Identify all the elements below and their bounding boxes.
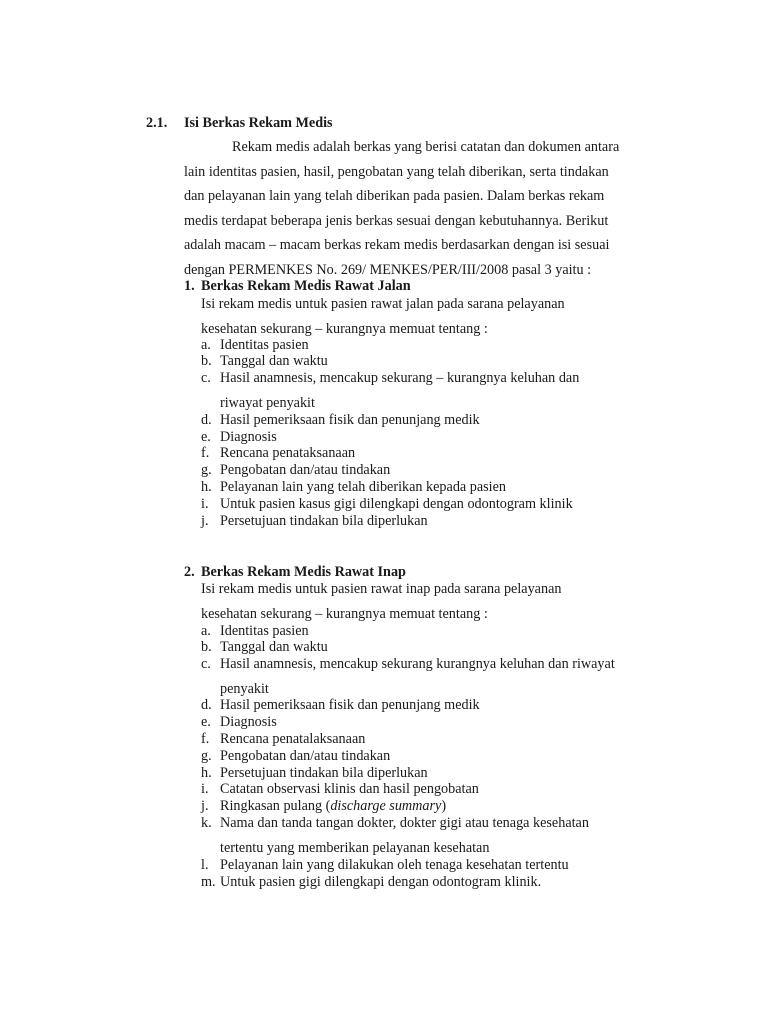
list-item-letter: g. bbox=[201, 462, 212, 478]
subsection-number: 2. bbox=[184, 564, 195, 580]
list-item: Diagnosis bbox=[220, 714, 277, 730]
list-item: Catatan observasi klinis dan hasil pengobatan bbox=[220, 781, 479, 797]
section-intro-line: dan pelayanan lain yang telah diberikan pada pasien. Dalam berkas rekam bbox=[184, 188, 605, 204]
list-item-letter: i. bbox=[201, 496, 209, 512]
list-item-continuation: tertentu yang memberikan pelayanan kesehatan bbox=[220, 840, 490, 856]
list-item-letter: e. bbox=[201, 429, 211, 445]
section-intro-line: lain identitas pasien, hasil, pengobatan yang telah diberikan, serta tindakan bbox=[184, 164, 609, 180]
list-item: Hasil anamnesis, mencakup sekurang kurangnya keluhan dan riwayat bbox=[220, 656, 615, 672]
list-item-letter: f. bbox=[201, 731, 210, 747]
list-item: Persetujuan tindakan bila diperlukan bbox=[220, 513, 428, 529]
list-item-italic-term: discharge summary bbox=[330, 798, 442, 814]
list-item-text: Ringkasan pulang ( bbox=[220, 798, 331, 814]
subsection-title-rawat-jalan: Berkas Rekam Medis Rawat Jalan bbox=[201, 278, 411, 294]
list-item: Tanggal dan waktu bbox=[220, 639, 328, 655]
list-item: Rencana penatalaksanaan bbox=[220, 731, 366, 747]
section-intro-line: dengan PERMENKES No. 269/ MENKES/PER/III/2008 pasal 3 yaitu : bbox=[184, 262, 592, 278]
subsection-intro-line: Isi rekam medis untuk pasien rawat jalan pada sarana pelayanan bbox=[201, 296, 565, 312]
list-item-letter: e. bbox=[201, 714, 211, 730]
list-item-letter: i. bbox=[201, 781, 209, 797]
list-item-letter: a. bbox=[201, 623, 211, 639]
subsection-number: 1. bbox=[184, 278, 195, 294]
list-item: Identitas pasien bbox=[220, 623, 309, 639]
list-item-letter: f. bbox=[201, 445, 210, 461]
subsection-intro-line: Isi rekam medis untuk pasien rawat inap pada sarana pelayanan bbox=[201, 581, 562, 597]
section-intro-line: Rekam medis adalah berkas yang berisi catatan dan dokumen antara bbox=[232, 139, 620, 155]
list-item: Identitas pasien bbox=[220, 337, 309, 353]
list-item-letter: h. bbox=[201, 765, 212, 781]
list-item-letter: d. bbox=[201, 412, 212, 428]
section-title: Isi Berkas Rekam Medis bbox=[184, 115, 333, 131]
list-item bbox=[220, 798, 446, 815]
section-intro-line: medis terdapat beberapa jenis berkas sesuai dengan kebutuhannya. Berikut bbox=[184, 213, 609, 229]
list-item-letter: a. bbox=[201, 337, 211, 353]
subsection-intro-line: kesehatan sekurang – kurangnya memuat tentang : bbox=[201, 321, 488, 337]
list-item-text: ) bbox=[441, 798, 447, 814]
list-item: Pengobatan dan/atau tindakan bbox=[220, 748, 391, 764]
list-item: Untuk pasien kasus gigi dilengkapi dengan odontogram klinik bbox=[220, 496, 573, 512]
list-item: Nama dan tanda tangan dokter, dokter gigi atau tenaga kesehatan bbox=[220, 815, 589, 831]
list-item-letter: j. bbox=[201, 513, 209, 529]
list-item: Untuk pasien gigi dilengkapi dengan odontogram klinik. bbox=[220, 874, 542, 890]
section-number: 2.1. bbox=[146, 115, 168, 131]
list-item: Rencana penataksanaan bbox=[220, 445, 356, 461]
list-item: Pelayanan lain yang dilakukan oleh tenaga kesehatan tertentu bbox=[220, 857, 569, 873]
list-item-letter: c. bbox=[201, 370, 211, 386]
list-item: Hasil pemeriksaan fisik dan penunjang medik bbox=[220, 697, 480, 713]
subsection-intro-line: kesehatan sekurang – kurangnya memuat tentang : bbox=[201, 606, 488, 622]
list-item: Hasil anamnesis, mencakup sekurang – kurangnya keluhan dan bbox=[220, 370, 580, 386]
list-item-letter: l. bbox=[201, 857, 209, 873]
list-item-letter: j. bbox=[201, 798, 209, 814]
section-intro-line: adalah macam – macam berkas rekam medis berdasarkan dengan isi sesuai bbox=[184, 237, 610, 253]
list-item-continuation: penyakit bbox=[220, 681, 269, 697]
list-item-letter: c. bbox=[201, 656, 211, 672]
subsection-title-rawat-inap: Berkas Rekam Medis Rawat Inap bbox=[201, 564, 406, 580]
list-item-letter: b. bbox=[201, 353, 212, 369]
list-item-letter: k. bbox=[201, 815, 212, 831]
list-item-letter: g. bbox=[201, 748, 212, 764]
list-item-letter: d. bbox=[201, 697, 212, 713]
list-item-continuation: riwayat penyakit bbox=[220, 395, 315, 411]
list-item-letter: b. bbox=[201, 639, 212, 655]
list-item: Diagnosis bbox=[220, 429, 277, 445]
list-item: Tanggal dan waktu bbox=[220, 353, 328, 369]
list-item-letter: h. bbox=[201, 479, 212, 495]
list-item: Persetujuan tindakan bila diperlukan bbox=[220, 765, 428, 781]
list-item: Pelayanan lain yang telah diberikan kepada pasien bbox=[220, 479, 507, 495]
list-item-letter: m. bbox=[201, 874, 216, 890]
list-item: Hasil pemeriksaan fisik dan penunjang medik bbox=[220, 412, 480, 428]
list-item: Pengobatan dan/atau tindakan bbox=[220, 462, 391, 478]
